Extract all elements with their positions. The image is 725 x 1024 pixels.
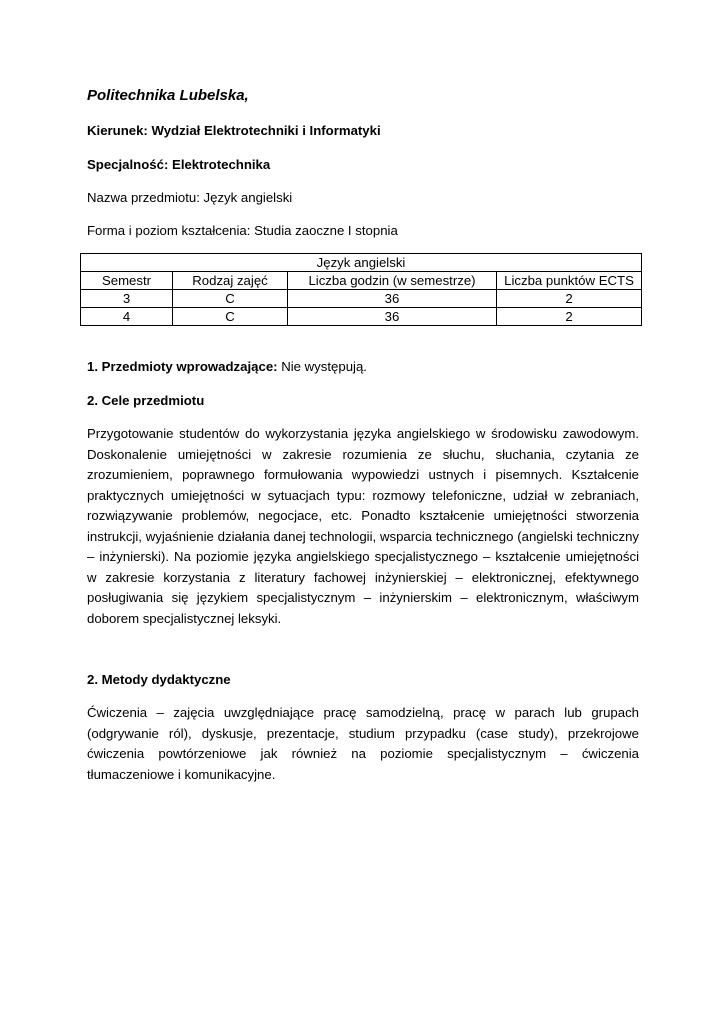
table-row — [81, 290, 642, 308]
table-cell: C — [173, 290, 288, 308]
table-cell: 3 — [81, 290, 173, 308]
column-header: Liczba godzin (w semestrze) — [288, 272, 497, 290]
subject-name-line: Nazwa przedmiotu: Język angielski — [87, 190, 293, 205]
table-cell: 36 — [288, 290, 497, 308]
table-cell: C — [173, 308, 288, 326]
goals-text: Przygotowanie studentów do wykorzystania języka angielskiego w środowisku zawodowym. Doskonalenie umiejętności w zakresie rozumienia ze słuchu, słuchania, czytania ze zrozumieniem, poprawnego formułowania wypowiedzi ustnych i pisemnych. Kształcenie praktycznych umiejętności w sytuacjach typu: rozmowy telefoniczne, udział w zebraniach, rozwiązywanie problemów, negocjace, etc. Ponadto kształcenie umiejętności stworzenia instrukcji, wyjaśnienie działania danej technologii, wsparcia technicznego (angielski techniczny – inżynierski). Na poziomie języka angielskiego specjalistycznego – kształcenie umiejętności w zakresie korzystania z literatury fachowej inżynierskiej – elektronicznej, efektywnego posługiwania się językiem specjalistycznym – inżynierskim – elektronicznym, właściwym doborem specjalistycznej leksyki. — [87, 426, 639, 626]
column-header: Semestr — [81, 272, 173, 290]
prerequisites-value: Nie występują. — [277, 359, 367, 374]
methods-paragraph — [87, 703, 639, 785]
methods-heading: 2. Metody dydaktyczne — [87, 672, 231, 687]
table-header-row — [81, 272, 642, 290]
table-cell: 2 — [497, 308, 642, 326]
study-form-line: Forma i poziom kształcenia: Studia zaoczne I stopnia — [87, 223, 398, 238]
table-cell: 4 — [81, 308, 173, 326]
table-title-row — [81, 254, 642, 272]
prerequisites-line — [87, 359, 367, 375]
table-cell: 2 — [497, 290, 642, 308]
specialty-line: Specjalność: Elektrotechnika — [87, 157, 271, 172]
subject-table — [80, 253, 642, 326]
prerequisites-heading: 1. Przedmioty wprowadzające: — [87, 359, 278, 374]
column-header: Liczba punktów ECTS — [497, 272, 642, 290]
methods-text: Ćwiczenia – zajęcia uwzględniające pracę samodzielną, pracę w parach lub grupach (odgrywanie ról), dyskusje, prezentacje, studium przypadku (case study), przekrojowe ćwiczenia powtórzeniowe jak również na poziomie specjalistycznym – ćwiczenia tłumaczeniowe i komunikacyjne. — [87, 705, 639, 782]
goals-paragraph — [87, 424, 639, 629]
table-cell: 36 — [288, 308, 497, 326]
university-title: Politechnika Lubelska, — [87, 87, 249, 104]
table-title: Język angielski — [81, 254, 642, 272]
faculty-line: Kierunek: Wydział Elektrotechniki i Informatyki — [87, 123, 381, 138]
goals-heading: 2. Cele przedmiotu — [87, 393, 205, 408]
column-header: Rodzaj zajęć — [173, 272, 288, 290]
table-row — [81, 308, 642, 326]
